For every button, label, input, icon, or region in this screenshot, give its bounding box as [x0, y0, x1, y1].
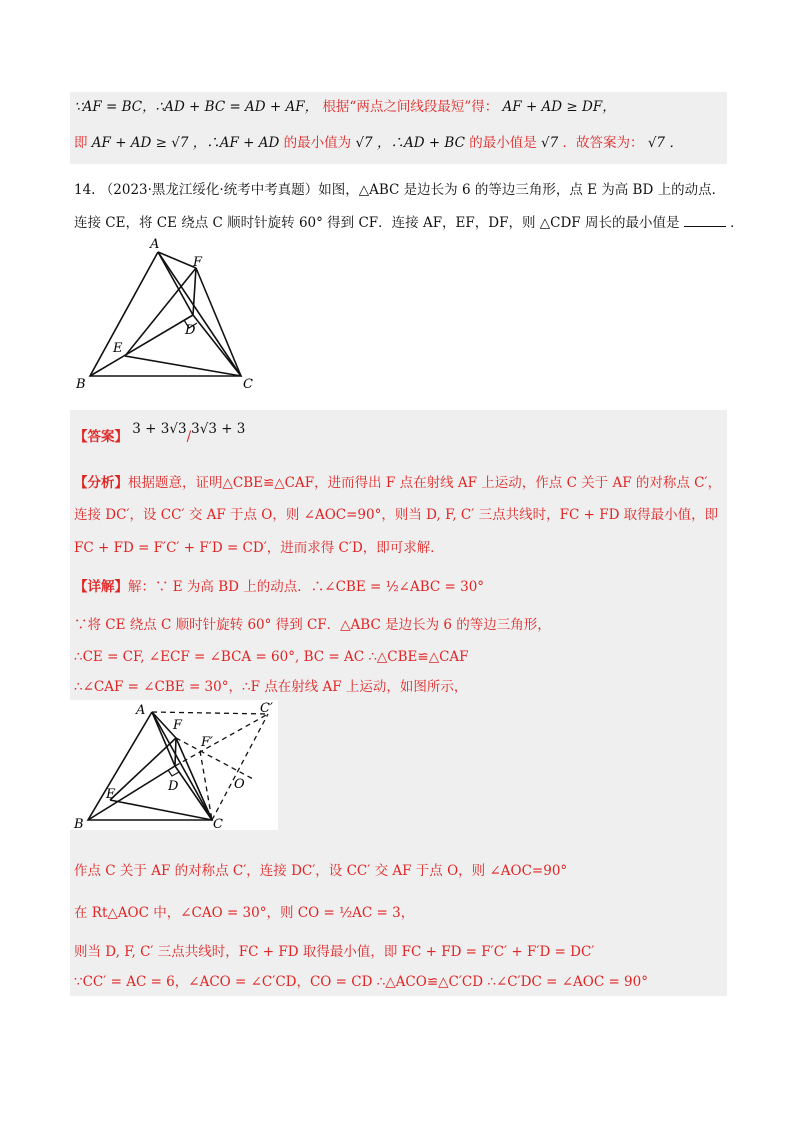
question-text-end: ．: [730, 215, 744, 231]
fig2-right-angle-mark: [168, 770, 179, 776]
fig1-segment-ec: [125, 356, 241, 376]
fig2-label-d: D: [168, 779, 179, 794]
fig1-segment-bd: [90, 315, 193, 376]
fig2-label-o: O: [234, 777, 245, 792]
top-line-1: [74, 98, 616, 116]
top-line-2-val1: √7: [355, 135, 373, 151]
figure-reflection: [70, 700, 278, 830]
top-line-2-start: 即: [74, 135, 88, 151]
analysis-line-1: [74, 474, 721, 492]
detail-line-2: ∵将 CE 绕点 C 顺时针旋转 60° 得到 CF．△ABC 是边长为 6 的等边三角形，: [74, 617, 551, 633]
bottom-line-3: 则当 D, F, C′ 三点共线时，FC + FD 取得最小值，即 FC + FD = F′C′ + F′D = DC′: [74, 944, 595, 960]
top-line-2-mid2: ，∴AD + BC: [376, 135, 465, 151]
detail-line-3: ∴CE = CF, ∠ECF = ∠BCA = 60°, BC = AC ∴△CBE≌△CAF: [74, 649, 469, 665]
top-line-1-prefix: ∵AF = BC，∴AD + BC = AD + AF，: [74, 99, 319, 115]
analysis-line-3: FC + FD = F′C′ + F′D = CD′，进而求得 C′D，即可求解．: [74, 540, 444, 556]
answer-separator: /: [186, 429, 192, 445]
answer-value-1: 3 + 3√3: [132, 421, 187, 437]
fig2-label-c: C: [213, 817, 223, 830]
fig2-label-e: E: [106, 787, 116, 802]
bottom-line-1: 作点 C 关于 AF 的对称点 C′，连接 DC′，设 CC′ 交 AF 于点 O，则 ∠AOC=90°: [74, 863, 568, 879]
fig2-label-b: B: [74, 817, 84, 830]
analysis-label: 【分析】: [74, 475, 128, 491]
fig1-label-b: B: [76, 377, 86, 392]
fig2-segment-fd: [175, 738, 176, 766]
fig2-ray-af: [176, 738, 255, 780]
bottom-line-4: ∵CC′ = AC = 6，∠ACO = ∠C′CD，CO = CD ∴△ACO≌△C′CD ∴∠C′DC = ∠AOC = 90°: [74, 974, 648, 990]
fig1-triangle-outline: [90, 252, 241, 376]
fig2-label-c-prime: C′: [260, 701, 273, 716]
top-line-2-end: ．: [669, 135, 683, 151]
fig2-segment-fc: [176, 738, 212, 820]
question-line-2: [74, 213, 744, 232]
figure-triangle-abc: [70, 235, 270, 395]
fig1-segment-dc: [193, 315, 241, 376]
question-text-2: 连接 CE，将 CE 绕点 C 顺时针旋转 60° 得到 CF．连接 AF，EF，DF，则 △CDF 周长的最小值是: [74, 215, 680, 231]
detail-line-4: ∴∠CAF = ∠CBE = 30°，∴F 点在射线 AF 上运动，如图所示，: [74, 679, 468, 695]
fig1-label-f: F: [193, 255, 203, 270]
fig2-label-a: A: [136, 703, 146, 718]
bottom-line-2: 在 Rt△AOC 中，∠CAO = 30°，则 CO = ½AC = 3，: [74, 905, 415, 921]
top-line-2-expr: AF + AD ≥ √7: [91, 135, 189, 151]
detail-line-1: [74, 578, 484, 596]
fig2-label-f-prime: F′: [201, 735, 213, 750]
top-line-1-red: 根据“两点之间线段最短”得：: [322, 99, 499, 115]
analysis-text-1: 根据题意，证明△CBE≌△CAF，进而得出 F 点在射线 AF 上运动，作点 C 关于 AF 的对称点 C′，: [128, 475, 722, 491]
fig1-segment-ad: [158, 252, 193, 315]
top-line-2-mid1: ，∴AF + AD: [192, 135, 280, 151]
analysis-line-2: 连接 DC′，设 CC′ 交 AF 于点 O，则 ∠AOC=90°，则当 D, F, C′ 三点共线时，FC + FD 取得最小值，即: [74, 507, 719, 523]
fig2-segment-ec: [110, 800, 212, 820]
fig1-label-a: A: [150, 237, 160, 252]
top-line-2: [74, 134, 683, 152]
top-line-2-red2: 的最小值是: [469, 135, 537, 151]
answer-label: 【答案】: [74, 429, 128, 445]
detail-label: 【详解】: [74, 579, 128, 595]
fig1-label-c: C: [243, 377, 253, 392]
fig1-segment-fe: [125, 268, 196, 356]
answer-blank: [684, 213, 726, 227]
top-line-2-val3: √7: [647, 135, 666, 151]
top-line-2-val2: √7: [541, 135, 559, 151]
fig2-label-f: F: [173, 718, 183, 733]
answer-line: [74, 421, 246, 446]
fig2-segment-bd: [88, 766, 175, 820]
fig2-segment-ac-prime: [152, 712, 268, 714]
question-number: 14.: [74, 182, 96, 198]
top-line-1-expr: AF + AD ≥ DF，: [502, 99, 616, 115]
fig1-segment-fc: [196, 268, 241, 376]
question-text-1: 如图，△ABC 是边长为 6 的等边三角形，点 E 为高 BD 上的动点．: [318, 182, 726, 198]
fig1-label-e: E: [113, 341, 123, 356]
top-line-2-red1: 的最小值为: [283, 135, 352, 151]
fig2-segment-fe: [110, 738, 176, 800]
fig1-label-d: D: [185, 323, 196, 338]
fig2-triangle-outline: [88, 712, 212, 820]
top-line-2-red3: ．故答案为：: [562, 135, 644, 151]
detail-text-1: 解：∵ E 为高 BD 上的动点．∴∠CBE = ½∠ABC = 30°: [128, 579, 485, 595]
question-line-1: [74, 181, 725, 199]
answer-value-2: 3√3 + 3: [191, 421, 246, 437]
question-source: （2023·黑龙江绥化·统考中考真题）: [99, 182, 319, 198]
fig2-segment-dc: [175, 766, 212, 820]
